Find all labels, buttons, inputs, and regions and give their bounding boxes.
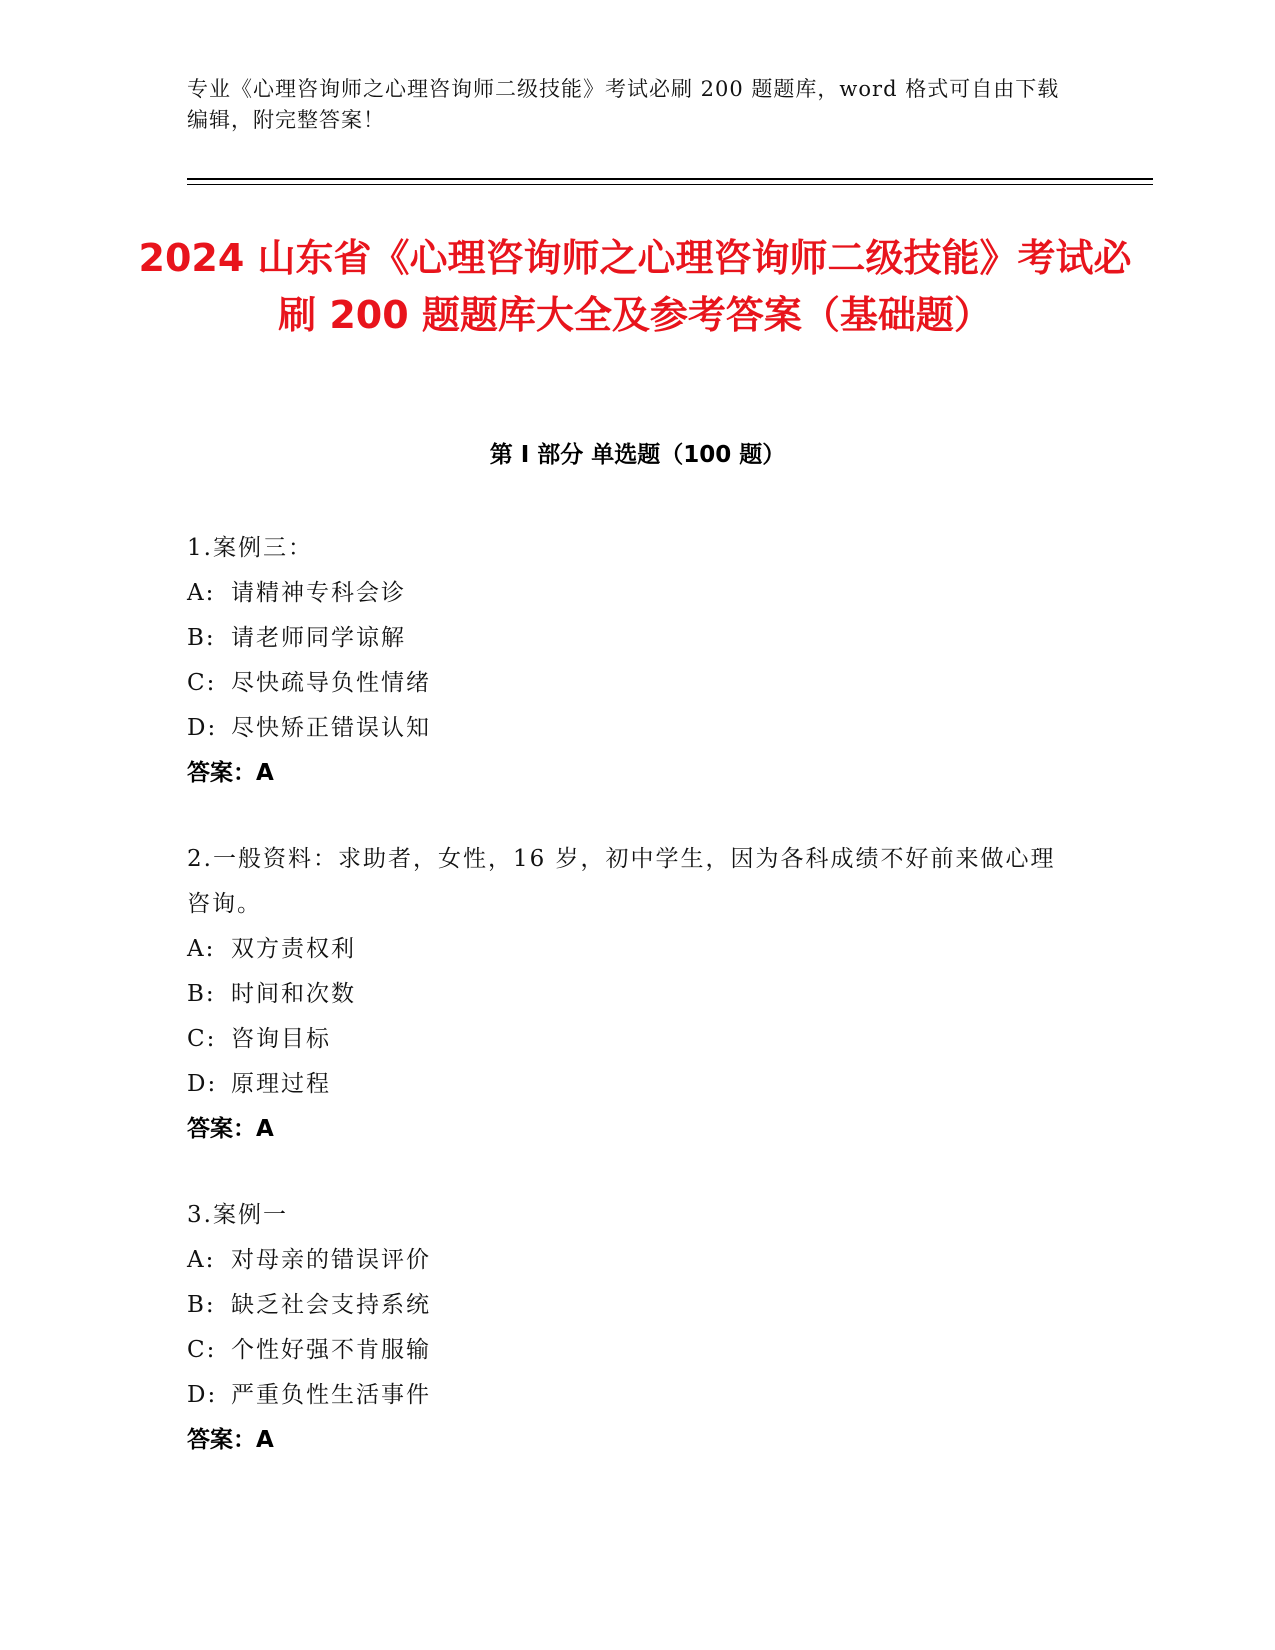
option-b (187, 972, 1087, 1017)
option-letter: D: (187, 1382, 218, 1408)
option-d (187, 1373, 1087, 1418)
header-note: 专业《心理咨询师之心理咨询师二级技能》考试必刷 200 题题库，word 格式可自由下载编辑，附完整答案！ (187, 77, 1060, 132)
option-text: 尽快矫正错误认知 (231, 715, 431, 741)
option-b (187, 616, 1087, 661)
question-stem: 1.案例三： (187, 535, 313, 561)
option-text: 尽快疏导负性情绪 (231, 670, 431, 696)
answer-line: 答案：A (187, 760, 274, 786)
section-heading: 第 I 部分 单选题（100 题） (489, 442, 786, 468)
option-letter: A: (187, 580, 216, 606)
answer-line: 答案：A (187, 1427, 274, 1453)
header-rule-thin (187, 184, 1153, 185)
option-text: 时间和次数 (231, 981, 356, 1007)
question-item (187, 526, 1087, 796)
option-text: 请老师同学谅解 (231, 625, 406, 651)
option-text: 请精神专科会诊 (231, 580, 406, 606)
option-d (187, 706, 1087, 751)
question-item (187, 837, 1087, 1152)
option-letter: B: (187, 1292, 216, 1318)
document-title: 2024 山东省《心理咨询师之心理咨询师二级技能》考试必刷 200 题题库大全及参考答案（基础题） (138, 236, 1132, 337)
option-text: 双方责权利 (231, 936, 356, 962)
option-c (187, 661, 1087, 706)
header-rule-thick (187, 178, 1153, 180)
option-letter: C: (187, 1337, 217, 1363)
question-item (187, 1193, 1087, 1463)
option-a (187, 927, 1087, 972)
option-letter: A: (187, 936, 216, 962)
option-letter: C: (187, 1026, 217, 1052)
option-a (187, 1238, 1087, 1283)
option-text: 原理过程 (231, 1071, 331, 1097)
option-text: 对母亲的错误评价 (231, 1247, 431, 1273)
option-text: 咨询目标 (231, 1026, 331, 1052)
option-letter: D: (187, 1071, 218, 1097)
option-text: 缺乏社会支持系统 (231, 1292, 431, 1318)
option-c (187, 1328, 1087, 1373)
answer-line: 答案：A (187, 1116, 274, 1142)
option-text: 严重负性生活事件 (231, 1382, 431, 1408)
option-letter: A: (187, 1247, 216, 1273)
question-list (187, 526, 1087, 1504)
option-text: 个性好强不肯服输 (231, 1337, 431, 1363)
option-d (187, 1062, 1087, 1107)
option-c (187, 1017, 1087, 1062)
option-letter: C: (187, 670, 217, 696)
option-b (187, 1283, 1087, 1328)
question-stem: 2.一般资料：求助者，女性，16 岁，初中学生，因为各科成绩不好前来做心理咨询。 (187, 846, 1056, 917)
question-stem: 3.案例一 (187, 1202, 288, 1228)
option-letter: D: (187, 715, 218, 741)
option-letter: B: (187, 981, 216, 1007)
option-letter: B: (187, 625, 216, 651)
option-a (187, 571, 1087, 616)
